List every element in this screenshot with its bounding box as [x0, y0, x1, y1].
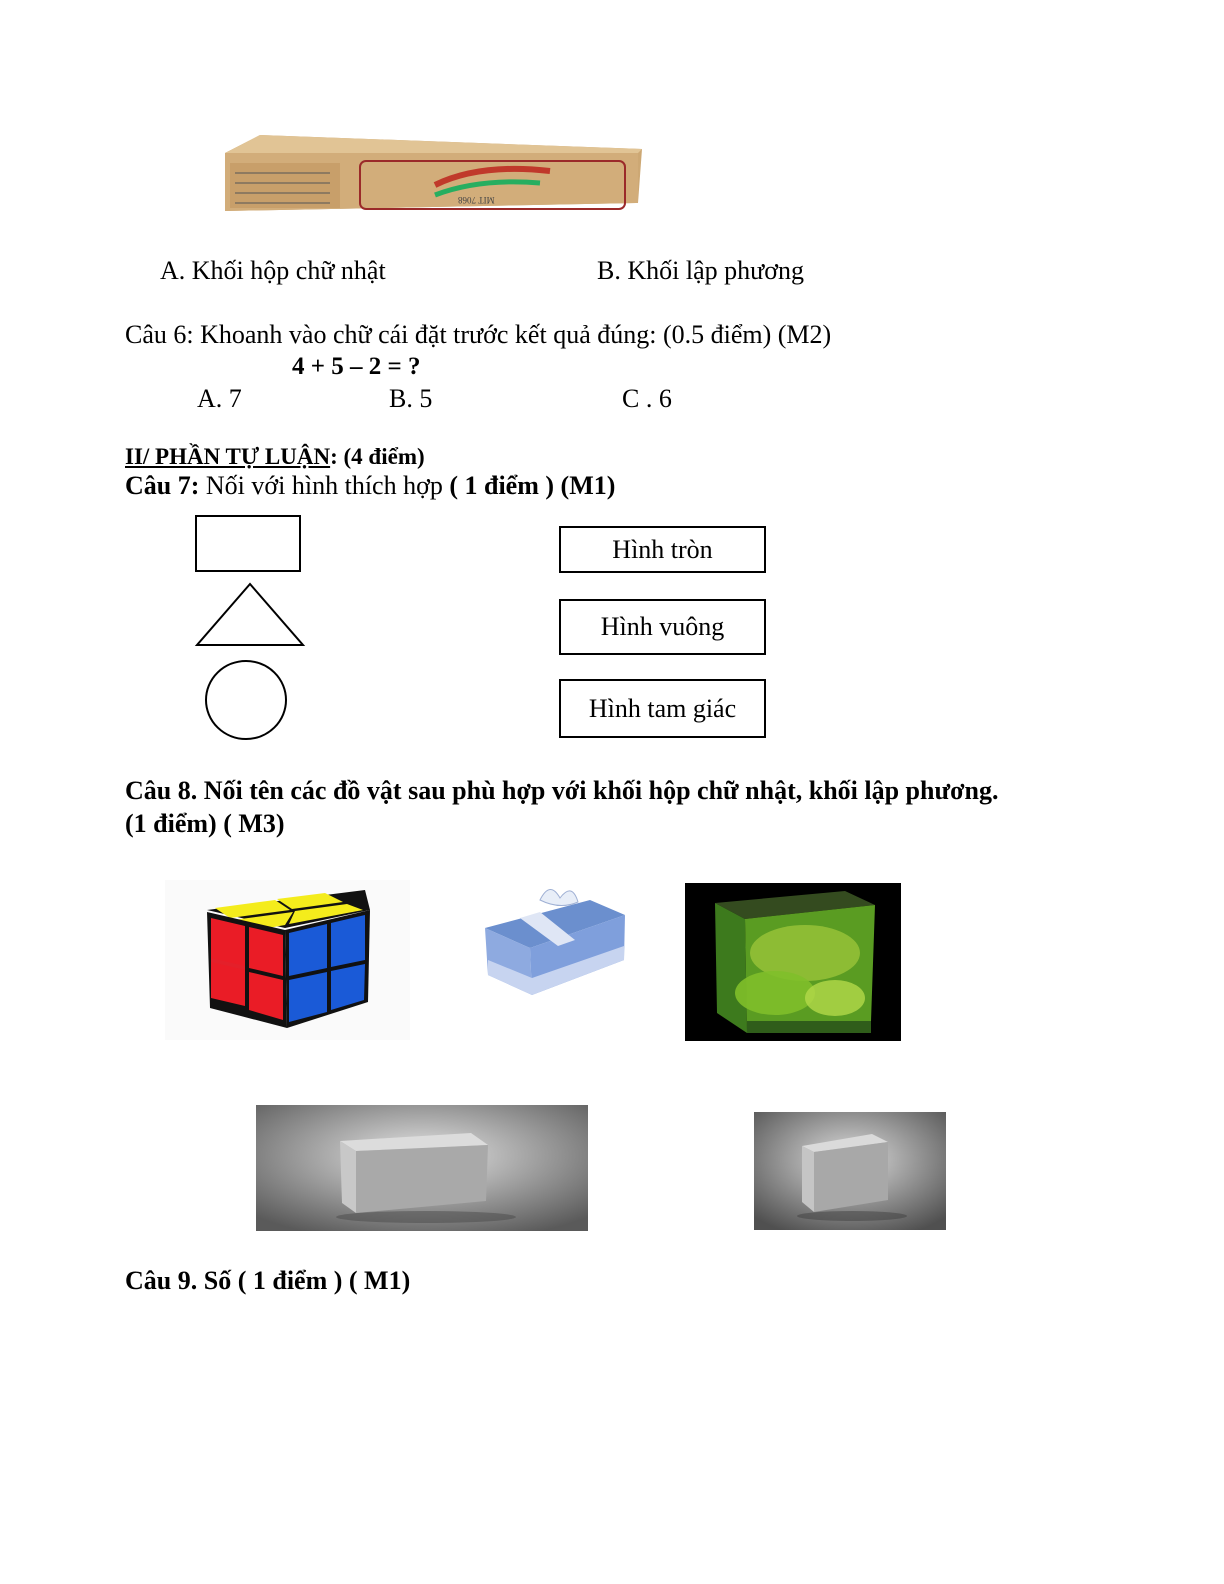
- q6-option-c: C . 6: [622, 384, 672, 413]
- box-code-text: MIT 7068: [458, 195, 495, 205]
- cube-block-image: [754, 1112, 946, 1230]
- q5-option-b: B. Khối lập phương: [597, 256, 804, 285]
- rectangle-shape: [195, 515, 303, 573]
- choice-circle-label[interactable]: Hình tròn: [559, 526, 766, 573]
- q6-prompt: Câu 6: Khoanh vào chữ cái đặt trước kết quả đúng: (0.5 điểm) (M2): [125, 320, 832, 349]
- q8-line1: Câu 8. Nối tên các đồ vật sau phù hợp với khối hộp chữ nhật, khối lập phương.: [125, 776, 999, 805]
- aquarium-image: [685, 883, 901, 1041]
- cardboard-box-image: [220, 133, 645, 218]
- q8-line2: (1 điểm) ( M3): [125, 809, 285, 838]
- section2-heading: [125, 442, 425, 472]
- q6-option-a: A. 7: [197, 384, 242, 413]
- rubiks-cube-image: [165, 880, 410, 1040]
- section2-title: II/ PHẦN TỰ LUẬN: [125, 444, 331, 469]
- q9-heading: Câu 9. Số ( 1 điểm ) ( M1): [125, 1266, 411, 1295]
- q7-heading: [125, 471, 615, 501]
- choice-square-label[interactable]: Hình vuông: [559, 599, 766, 655]
- q7-points: ( 1 điểm ) (M1): [449, 471, 616, 500]
- q7-label: Câu 7:: [125, 471, 200, 500]
- gift-box-image: [480, 880, 630, 1000]
- rectangular-block-image: [256, 1105, 588, 1231]
- triangle-shape: [195, 582, 307, 648]
- choice-triangle-label[interactable]: Hình tam giác: [559, 679, 766, 738]
- q7-prompt: Nối với hình thích hợp: [199, 471, 450, 500]
- q6-expression: 4 + 5 – 2 = ?: [292, 353, 421, 380]
- q5-option-a: A. Khối hộp chữ nhật: [160, 256, 386, 285]
- circle-shape: [205, 660, 289, 742]
- q6-option-b: B. 5: [389, 384, 433, 413]
- section2-points: : (4 điểm): [330, 444, 425, 469]
